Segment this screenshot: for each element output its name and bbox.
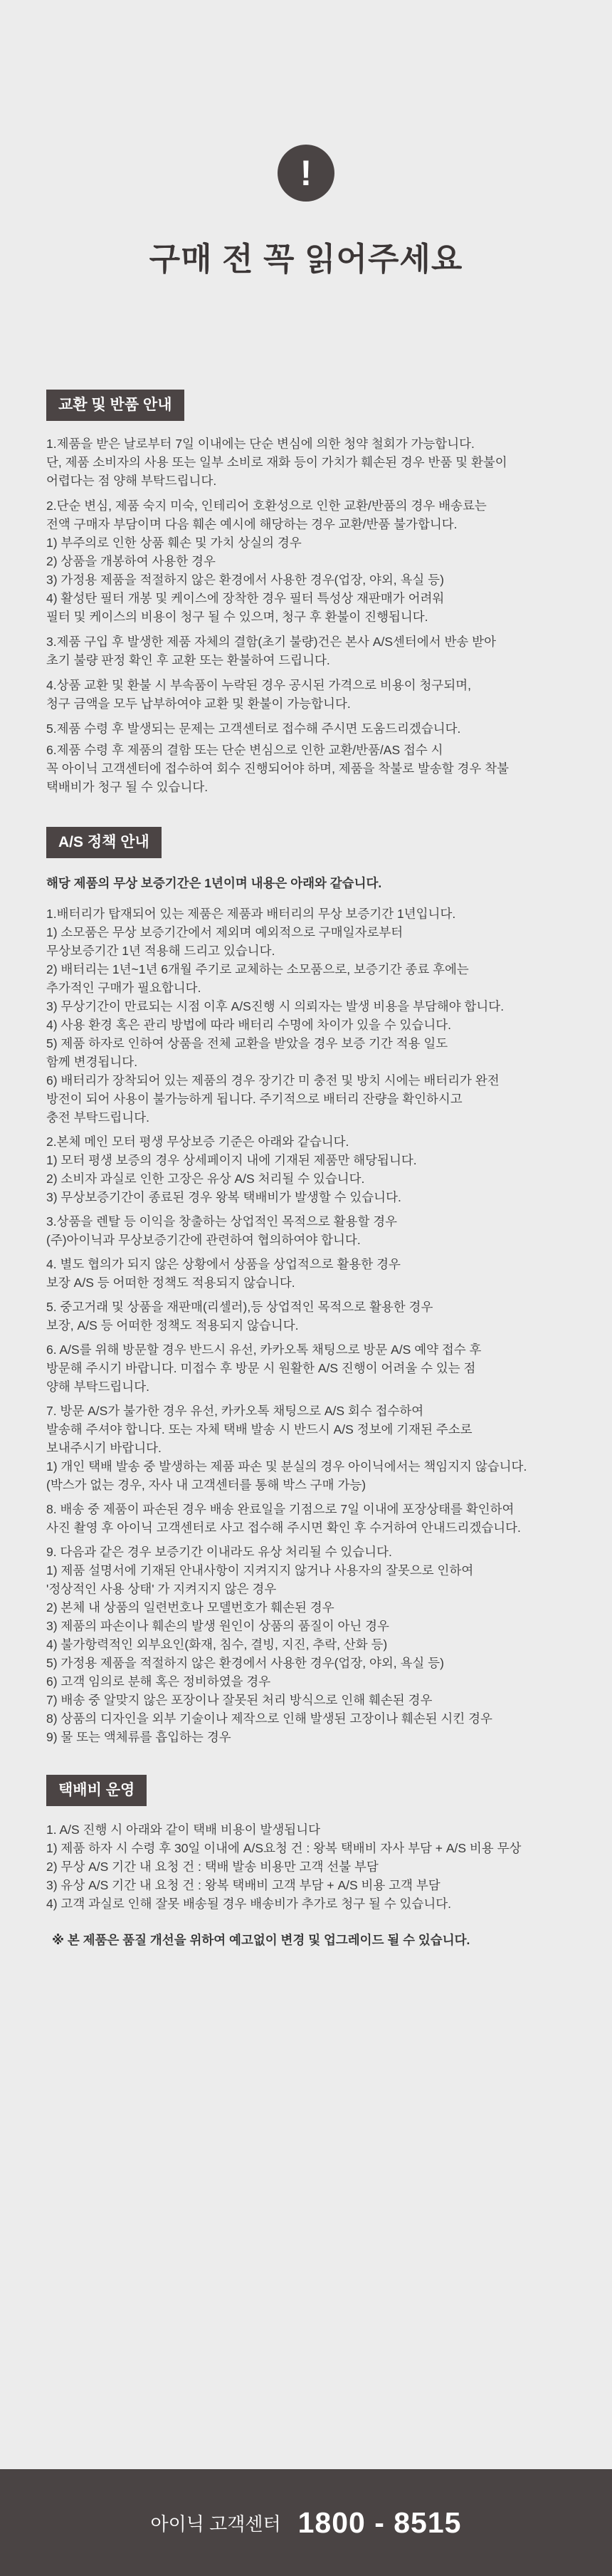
customer-center-phone[interactable]: 1800 - 8515 <box>297 2505 462 2539</box>
as-policy-paragraph-9: 9. 다음과 같은 경우 보증기간 이내라도 유상 처리될 수 있습니다. 1) 제품 설명서에 기재된 안내사항이 지켜지지 않거나 사용자의 잘못으로 인하여 '정상적인 사용 상태' 가 지켜지지 않은 경우 2) 본체 내 상품의 일련번호나 모델번호가 훼손된 경우 3) 제품의 파손이나 훼손의 발생 원인이 상품의 품질이 아닌 경우 4) 불가항력적인 외부요인(화재, 침수, 결빙, 지진, 추락, 산화 등) 5) 가정용 제품을 적절하지 않은 환경에서 사용한 경우(업장, 야외, 욕실 등) 6) 고객 임의로 분해 혹은 정비하였을 경우 7) 배송 중 알맞지 않은 포장이나 잘못된 처리 방식으로 인해 훼손된 경우 8) 상품의 디자인을 외부 기술이나 제작으로 인해 발생된 고장이나 훼손된 시킨 경우 9) 물 또는 액체류를 흡입하는 경우 <box>46 1545 492 1744</box>
as-policy-paragraph-2: 2.본체 메인 모터 평생 무상보증 기준은 아래와 같습니다. 1) 모터 평생 보증의 경우 상세페이지 내에 기재된 제품만 해당됩니다. 2) 소비자 과실로 인한 고장은 유상 A/S 처리될 수 있습니다. 3) 무상보증기간이 종료된 경우 왕복 택배비가 발생할 수 있습니다. <box>46 1135 417 1204</box>
shipping-badge: 택배비 운영 <box>46 1775 147 1806</box>
customer-center-label: 아이닉 고객센터 <box>150 2513 281 2535</box>
exchange-paragraph-4: 4.상품 교환 및 환불 시 부속품이 누락된 경우 공시된 가격으로 비용이 청구되며, 청구 금액을 모두 납부하여야 교환 및 환불이 가능합니다. <box>46 678 471 711</box>
as-policy-badge: A/S 정책 안내 <box>46 827 162 858</box>
as-policy-paragraph-3: 3.상품을 렌탈 등 이익을 창출하는 상업적인 목적으로 활용할 경우 (주)아이닉과 무상보증기간에 관련하여 협의하여야 합니다. <box>46 1214 398 1247</box>
page-title: 구매 전 꼭 읽어주세요 <box>149 241 463 277</box>
content <box>0 390 612 1949</box>
shipping-section <box>46 1775 566 1949</box>
exchange-paragraph-3: 3.제품 구입 후 발생한 제품 자체의 결함(초기 불량)건은 본사 A/S센터에서 반송 받아 초기 불량 판정 확인 후 교환 또는 환불하여 드립니다. <box>46 635 496 667</box>
as-policy-paragraph-5: 5. 중고거래 및 상품을 재판매(리셀러),등 상업적인 목적으로 활용한 경우 보장, A/S 등 어떠한 정책도 적용되지 않습니다. <box>46 1300 433 1333</box>
exclamation-icon <box>278 145 334 202</box>
as-policy-section <box>46 827 566 1746</box>
exchange-paragraph-2: 2.단순 변심, 제품 숙지 미숙, 인테리어 호환성으로 인한 교환/반품의 경우 배송료는 전액 구매자 부담이며 다음 훼손 예시에 해당하는 경우 교환/반품 불가합니다. 1) 부주의로 인한 상품 훼손 및 가치 상실의 경우 2) 상품을 개봉하여 사용한 경우 3) 가정용 제품을 적절하지 않은 환경에서 사용한 경우(업장, 야외, 욕실 등) 4) 활성탄 필터 개봉 및 케이스에 장착한 경우 필터 특성상 재판매가 어려워 필터 및 케이스의 비용이 청구 될 수 있으며, 청구 후 환불이 진행됩니다. <box>46 499 487 624</box>
as-policy-paragraph-1: 1.배터리가 탑재되어 있는 제품은 제품과 배터리의 무상 보증기간 1년입니다. 1) 소모품은 무상 보증기간에서 제외며 예외적으로 구매일자로부터 무상보증기간 1년 적용해 드리고 있습니다. 2) 배터리는 1년~1년 6개월 주기로 교체하는 소모품으로, 보증기간 종료 후에는 추가적인 구매가 필요합니다. 3) 무상기간이 만료되는 시점 이후 A/S진행 시 의뢰자는 발생 비용을 부담해야 합니다. 4) 사용 환경 혹은 관리 방법에 따라 배터리 수명에 차이가 있을 수 있습니다. 5) 제품 하자로 인하여 상품을 전체 교환을 받았을 경우 보증 기간 적용 일도 함께 변경됩니다. 6) 배터리가 장착되어 있는 제품의 경우 장기간 미 충전 및 방치 시에는 배터리가 완전 방전이 되어 사용이 불가능하게 됩니다. 주기적으로 배터리 잔량을 확인하시고 충전 부탁드립니다. <box>46 907 505 1125</box>
exchange-paragraph-6: 6.제품 수령 후 제품의 결함 또는 단순 변심으로 인한 교환/반품/AS 접수 시 꼭 아이닉 고객센터에 접수하여 회수 진행되어야 하며, 제품을 착불로 발송할 경우 착불 택배비가 청구 될 수 있습니다. <box>46 743 510 794</box>
shipping-notice: ※ 본 제품은 품질 개선을 위하여 예고없이 변경 및 업그레이드 될 수 있습니다. <box>52 1933 470 1947</box>
exchange-section <box>46 390 566 796</box>
as-policy-paragraph-4: 4. 별도 협의가 되지 않은 상황에서 상품을 상업적으로 활용한 경우 보장 A/S 등 어떠한 정책도 적용되지 않습니다. <box>46 1257 401 1290</box>
exchange-paragraph-5: 5.제품 수령 후 발생되는 문제는 고객센터로 접수해 주시면 도움드리겠습니다. <box>46 721 461 736</box>
as-policy-paragraph-8: 8. 배송 중 제품이 파손된 경우 배송 완료일을 기점으로 7일 이내에 포장상태를 확인하여 사진 촬영 후 아이닉 고객센터로 사고 접수해 주시면 확인 후 수거하여 안내드리겠습니다. <box>46 1502 521 1535</box>
exclamation-glyph: ! <box>300 153 312 193</box>
page-header <box>0 0 612 279</box>
exchange-badge: 교환 및 반품 안내 <box>46 390 184 421</box>
as-policy-paragraph-6: 6. A/S를 위해 방문할 경우 반드시 유선, 카카오톡 채팅으로 방문 A/S 예약 접수 후 방문해 주시기 바랍니다. 미접수 후 방문 시 원활한 A/S 진행이 어려울 수 있는 점 양해 부탁드립니다. <box>46 1342 482 1394</box>
customer-center-footer <box>0 2469 612 2576</box>
shipping-paragraph-1: 1. A/S 진행 시 아래와 같이 택배 비용이 발생됩니다 1) 제품 하자 시 수령 후 30일 이내에 A/S요청 건 : 왕복 택배비 자사 부담 + A/S 비용 무상 2) 무상 A/S 기간 내 요청 건 : 택배 발송 비용만 고객 선불 부담 3) 유상 A/S 기간 내 요청 건 : 왕복 택배비 고객 부담 + A/S 비용 고객 부담 4) 고객 과실로 인해 잘못 배송될 경우 배송비가 추가로 청구 될 수 있습니다. <box>46 1823 522 1911</box>
exchange-paragraph-1: 1.제품을 받은 날로부터 7일 이내에는 단순 변심에 의한 청약 철회가 가능합니다. 단, 제품 소비자의 사용 또는 일부 소비로 재화 등이 가치가 훼손된 경우 반품 및 환불이 어렵다는 점 양해 부탁드립니다. <box>46 437 507 488</box>
as-policy-paragraph-7: 7. 방문 A/S가 불가한 경우 유선, 카카오톡 채팅으로 A/S 회수 접수하여 발송해 주셔야 합니다. 또는 자체 택배 발송 시 반드시 A/S 정보에 기재된 주소로 보내주시기 바랍니다. 1) 개인 택배 발송 중 발생하는 제품 파손 및 분실의 경우 아이닉에서는 책임지지 않습니다. (박스가 없는 경우, 자사 내 고객센터를 통해 박스 구매 가능) <box>46 1404 527 1492</box>
as-policy-intro: 해당 제품의 무상 보증기간은 1년이며 내용은 아래와 같습니다. <box>46 876 382 890</box>
